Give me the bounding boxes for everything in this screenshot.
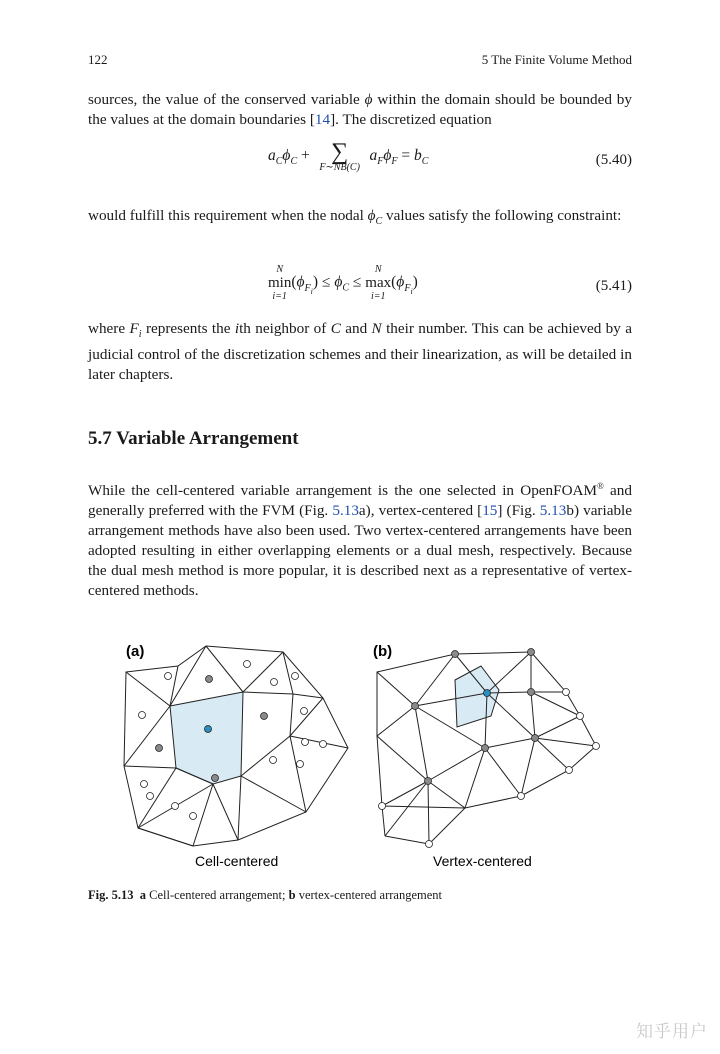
- boundary-vertex: [518, 793, 525, 800]
- equation-5-41: N min i=1 $(\phi_{F_i}) \le \phi_C$ ≤ N max i=1 $(\phi_{F_i})$ (5.41): [268, 264, 632, 302]
- neighbor-node: [212, 775, 219, 782]
- running-head: [88, 52, 632, 68]
- center-vertex: [484, 690, 491, 697]
- panel-b-caption: Vertex-centered: [433, 853, 532, 869]
- reference-link-14[interactable]: 14: [314, 111, 331, 128]
- cell-node: [270, 757, 277, 764]
- paragraph-variable-arrangement: While the cell-centered variable arrangement is the one selected in OpenFOAM® and generally preferred with the FVM (Fig. 5.13a), vertex-centered [15] (Fig. 5.13b) variable arrangement methods have also been used. Two vertex-centered arrangements have been adopted resulting in either overlapping elements or a dual mesh, respectively. Because the dual mesh method is more popular, it is described next as a representative of vertex-centered methods.: [88, 481, 633, 600]
- equation-number: (5.41): [595, 278, 632, 294]
- boundary-vertex: [563, 689, 570, 696]
- figure-link-5-13b[interactable]: 5.13: [539, 502, 567, 520]
- vertex-node: [452, 651, 459, 658]
- vertex-node: [532, 735, 539, 742]
- cell-node: [320, 741, 327, 748]
- vertex-node: [528, 649, 535, 656]
- center-node: [205, 726, 212, 733]
- boundary-vertex: [577, 713, 584, 720]
- boundary-vertex: [593, 743, 600, 750]
- vertex-node: [425, 778, 432, 785]
- cell-node: [271, 679, 278, 686]
- panel-b: [373, 643, 596, 844]
- neighbor-node: [261, 713, 268, 720]
- watermark: 知乎用户: [636, 1022, 708, 1042]
- boundary-vertex: [379, 803, 386, 810]
- panel-b-label: (b): [373, 643, 393, 660]
- cell-node: [190, 813, 197, 820]
- neighbor-node: [206, 676, 213, 683]
- page-number: 122: [88, 52, 108, 67]
- figure-link-5-13a[interactable]: 5.13: [332, 502, 359, 520]
- neighbor-node: [156, 745, 163, 752]
- panel-a-label: (a): [126, 643, 145, 660]
- cell-node: [165, 673, 172, 680]
- vertex-node: [482, 745, 489, 752]
- vertex-node: [412, 703, 419, 710]
- chapter-title: 5 The Finite Volume Method: [481, 52, 632, 67]
- dual-control-volume: [455, 666, 499, 727]
- vertex-node: [528, 689, 535, 696]
- cell-node: [139, 712, 146, 719]
- max-operator: N max i=1: [365, 264, 392, 302]
- cell-node: [292, 673, 299, 680]
- paragraph-neighbors: where $F_i$ represents the ith neighbor of C and N their number. This can be achieved by a judicial control of the discretization schemes and their linearization, as will be detailed in later chapters.: [88, 320, 632, 384]
- paragraph-bounded-values: sources, the value of the conserved variable ϕ within the domain should be bounded by the values at the domain boundaries [14]. The discretized equation: [88, 91, 632, 128]
- cell-node: [302, 739, 309, 746]
- cell-node: [147, 793, 154, 800]
- boundary-vertex: [566, 767, 573, 774]
- reference-link-15[interactable]: 15: [482, 502, 498, 520]
- panel-a-caption: Cell-centered: [195, 853, 279, 869]
- figure-caption: Fig. 5.13 a Cell-centered arrangement; b vertex-centered arrangement: [88, 888, 443, 902]
- cell-node: [244, 661, 251, 668]
- summation-symbol: ∑ F∼NB(C): [319, 139, 360, 173]
- cell-node: [301, 708, 308, 715]
- figure-5-13: [118, 636, 618, 881]
- paragraph-constraint: would fulfill this requirement when the nodal $\phi_C$ values satisfy the following constraint:: [88, 207, 622, 228]
- cell-node: [297, 761, 304, 768]
- equation-5-40: $a_C\phi_C$ + ∑ F∼NB(C) $a_F\phi_F = b_C$ (5.40): [268, 139, 632, 173]
- cell-node: [172, 803, 179, 810]
- equation-number: (5.40): [595, 152, 632, 168]
- cell-node: [141, 781, 148, 788]
- section-title: 5.7 Variable Arrangement: [88, 428, 299, 449]
- boundary-vertex: [426, 841, 433, 848]
- min-operator: N min i=1: [268, 264, 292, 302]
